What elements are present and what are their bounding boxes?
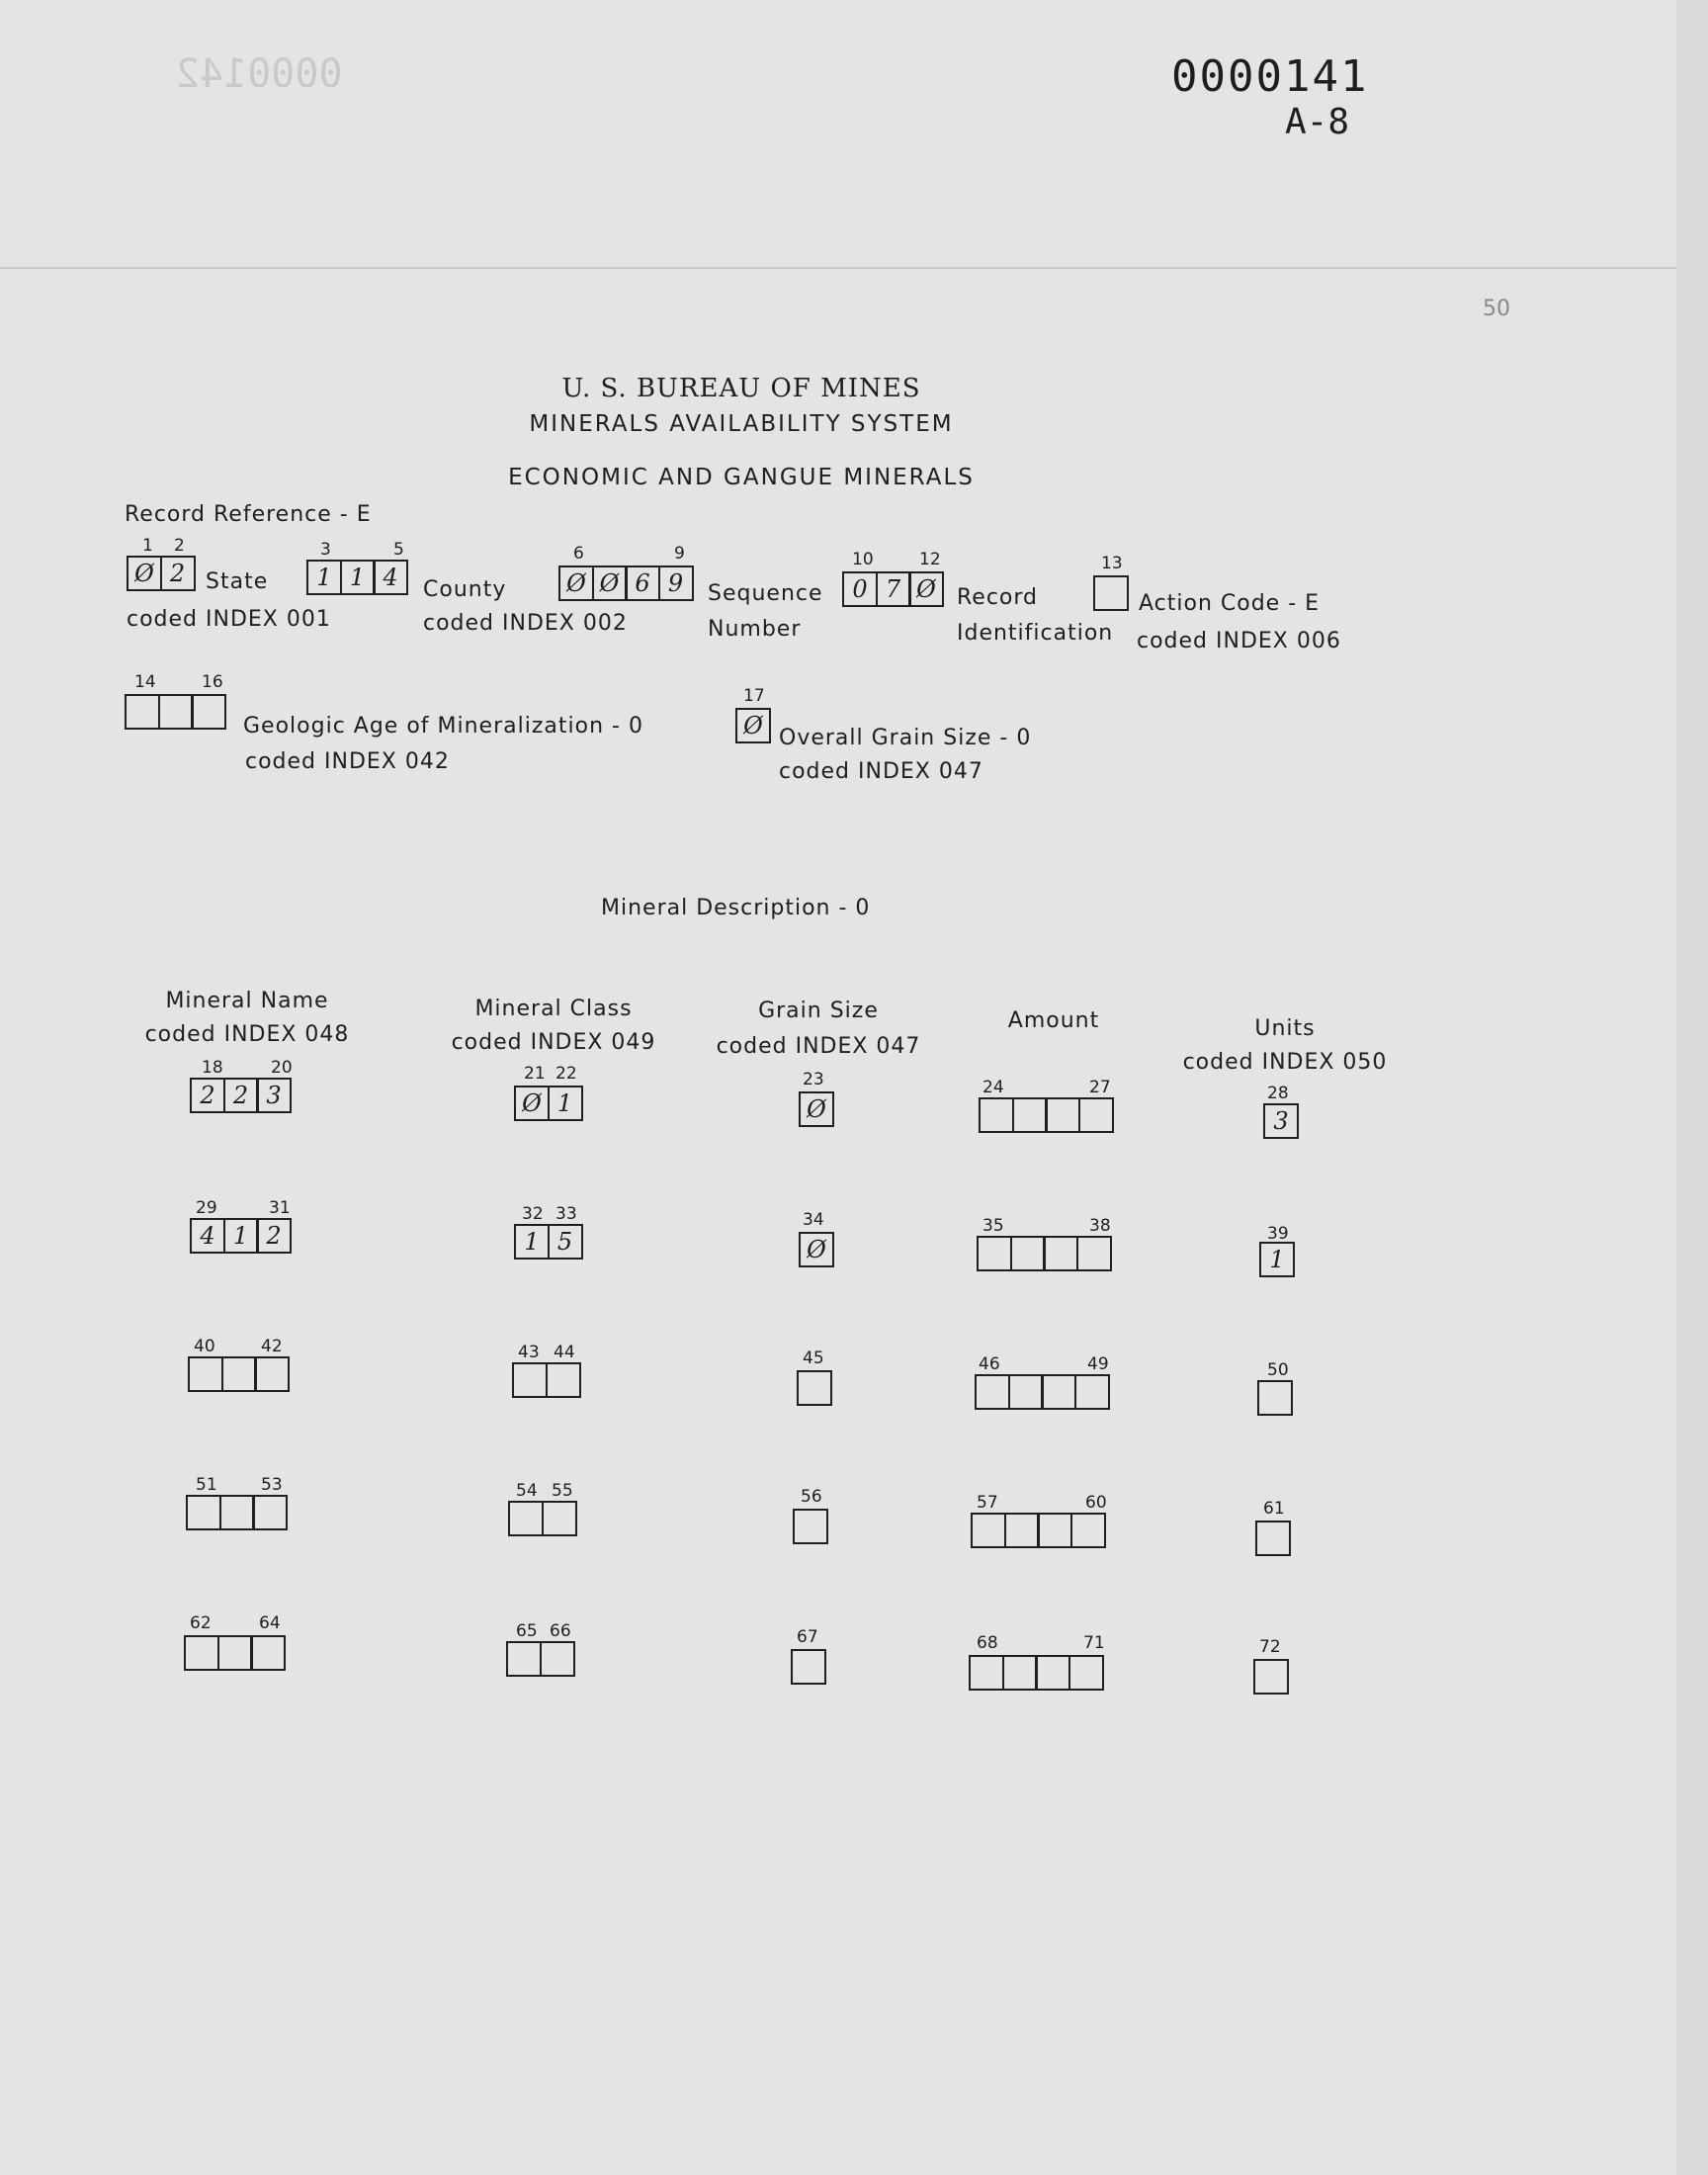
grain-size-coded: coded INDEX 047: [779, 759, 983, 784]
col-num: 38: [1089, 1216, 1111, 1236]
col-num: 12: [919, 550, 941, 569]
grain-size-row-box[interactable]: [797, 1370, 832, 1406]
mineral-name-box[interactable]: [188, 1356, 223, 1392]
col-num: 62: [190, 1613, 212, 1633]
col-num: 65: [516, 1621, 538, 1641]
mineral-class-box[interactable]: [512, 1362, 548, 1398]
col-header-grain-coded: coded INDEX 047: [716, 1034, 921, 1059]
mineral-name-box[interactable]: [254, 1356, 290, 1392]
col-num: 68: [977, 1633, 998, 1653]
col-num: 51: [196, 1475, 217, 1495]
col-num: 67: [797, 1627, 818, 1647]
col-num: 23: [803, 1070, 824, 1089]
col-num: 2: [174, 536, 185, 556]
county-coded: coded INDEX 002: [423, 611, 628, 636]
units-box[interactable]: [1253, 1659, 1289, 1695]
col-num: 28: [1267, 1084, 1289, 1103]
grain-size-row-boxes: [791, 1649, 826, 1685]
amount-box[interactable]: [977, 1236, 1012, 1271]
col-num: 13: [1101, 554, 1123, 573]
mineral-name-boxes: [184, 1635, 286, 1671]
mineral-class-box[interactable]: 1: [514, 1224, 550, 1260]
title-line3: ECONOMIC AND GANGUE MINERALS: [508, 465, 975, 490]
col-num: 45: [803, 1348, 824, 1368]
record-id-box[interactable]: 7: [876, 571, 911, 607]
mineral-class-boxes: [508, 1501, 577, 1536]
col-num: 14: [134, 672, 156, 692]
units-boxes: [1257, 1380, 1293, 1416]
grain-size-label: Overall Grain Size - 0: [779, 726, 1032, 750]
col-num: 9: [674, 544, 685, 564]
mineral-class-box[interactable]: 1: [548, 1086, 583, 1121]
record-id-box[interactable]: Ø: [908, 571, 944, 607]
amount-box[interactable]: [1008, 1374, 1044, 1410]
mineral-name-box[interactable]: 2: [223, 1078, 259, 1113]
record-id-label: Record: [957, 585, 1039, 610]
col-header-grain: Grain Size: [758, 999, 879, 1023]
state-box[interactable]: Ø: [127, 556, 162, 591]
col-num: 50: [1267, 1360, 1289, 1380]
state-label: State: [206, 569, 269, 594]
record-reference: Record Reference - E: [125, 502, 372, 527]
amount-box[interactable]: [969, 1655, 1004, 1691]
mineral-class-box[interactable]: [542, 1501, 577, 1536]
title-line1: U. S. BUREAU OF MINES: [561, 374, 921, 403]
geologic-age-box[interactable]: [125, 694, 160, 730]
col-num: 39: [1267, 1224, 1289, 1244]
mineral-class-boxes: [514, 1086, 583, 1121]
mineral-class-box[interactable]: 5: [548, 1224, 583, 1260]
amount-box[interactable]: [1012, 1097, 1048, 1133]
county-box[interactable]: 1: [306, 560, 342, 595]
col-num: 40: [194, 1337, 215, 1356]
geologic-age-coded: coded INDEX 042: [245, 749, 450, 774]
fold-line: [0, 267, 1676, 269]
col-num: 16: [202, 672, 223, 692]
record-id-box[interactable]: 0: [842, 571, 878, 607]
amount-box[interactable]: [1041, 1374, 1076, 1410]
col-num: 32: [522, 1204, 544, 1224]
amount-box[interactable]: [1043, 1236, 1078, 1271]
col-num: 43: [518, 1343, 540, 1362]
sequence-label: Sequence: [708, 581, 823, 606]
mineral-name-boxes: [190, 1078, 292, 1113]
geologic-age-box[interactable]: [158, 694, 194, 730]
mineral-name-box[interactable]: [250, 1635, 286, 1671]
units-boxes: [1253, 1659, 1289, 1695]
mineral-name-boxes: [190, 1218, 292, 1254]
col-num: 18: [202, 1058, 223, 1078]
record-id-boxes: [842, 571, 944, 607]
amount-boxes: [979, 1097, 1114, 1133]
action-code-boxes: [1093, 575, 1129, 611]
col-num: 3: [320, 540, 331, 560]
col-num: 5: [393, 540, 404, 560]
state-box[interactable]: 2: [160, 556, 196, 591]
sequence-boxes: [558, 566, 694, 601]
col-num: 57: [977, 1493, 998, 1513]
amount-box[interactable]: [1010, 1236, 1046, 1271]
col-header-name-coded: coded INDEX 048: [144, 1022, 350, 1047]
county-boxes: [306, 560, 408, 595]
mineral-name-box[interactable]: [184, 1635, 219, 1671]
units-boxes: [1263, 1103, 1299, 1139]
amount-boxes: [971, 1513, 1106, 1548]
col-num: 44: [554, 1343, 575, 1362]
mineral-class-boxes: [512, 1362, 581, 1398]
col-num: 46: [979, 1354, 1000, 1374]
action-code-label: Action Code - E: [1139, 591, 1321, 616]
units-boxes: [1259, 1242, 1295, 1277]
amount-boxes: [977, 1236, 1112, 1271]
state-coded: coded INDEX 001: [127, 607, 331, 632]
col-num: 21: [524, 1064, 546, 1084]
grain-size-row-box[interactable]: [791, 1649, 826, 1685]
col-num: 56: [801, 1487, 822, 1507]
col-num: 64: [259, 1613, 281, 1633]
mineral-name-box[interactable]: 3: [256, 1078, 292, 1113]
grain-size-row-boxes: [799, 1091, 834, 1127]
amount-boxes: [975, 1374, 1110, 1410]
mineral-name-box[interactable]: 1: [223, 1218, 259, 1254]
geologic-age-box[interactable]: [191, 694, 226, 730]
col-header-amount: Amount: [1007, 1008, 1100, 1033]
action-code-coded: coded INDEX 006: [1137, 629, 1341, 653]
mineral-name-box[interactable]: [186, 1495, 221, 1530]
mineral-class-box[interactable]: [546, 1362, 581, 1398]
col-num: 22: [555, 1064, 577, 1084]
sequence-box[interactable]: 9: [658, 566, 694, 601]
grain-size-box[interactable]: Ø: [735, 708, 771, 743]
mineral-name-box[interactable]: 4: [190, 1218, 225, 1254]
mineral-name-box[interactable]: 2: [190, 1078, 225, 1113]
col-num: 49: [1087, 1354, 1109, 1374]
col-num: 29: [196, 1198, 217, 1218]
units-box[interactable]: 3: [1263, 1103, 1299, 1139]
col-num: 42: [261, 1337, 283, 1356]
amount-box[interactable]: [979, 1097, 1014, 1133]
state-boxes: [127, 556, 196, 591]
page-note: 50: [1483, 297, 1510, 321]
mineral-class-box[interactable]: Ø: [514, 1086, 550, 1121]
col-num: 20: [271, 1058, 293, 1078]
units-box[interactable]: [1257, 1380, 1293, 1416]
amount-box[interactable]: [1070, 1513, 1106, 1548]
col-num: 66: [550, 1621, 571, 1641]
amount-box[interactable]: [1035, 1655, 1070, 1691]
mineral-name-box[interactable]: [219, 1495, 255, 1530]
col-num: 71: [1083, 1633, 1105, 1653]
action-code-box[interactable]: [1093, 575, 1129, 611]
amount-box[interactable]: [975, 1374, 1010, 1410]
grain-size-row-boxes: [797, 1370, 832, 1406]
amount-box[interactable]: [1078, 1097, 1114, 1133]
col-num: 31: [269, 1198, 291, 1218]
col-num: 53: [261, 1475, 283, 1495]
amount-box[interactable]: [1074, 1374, 1110, 1410]
sequence-box[interactable]: Ø: [558, 566, 594, 601]
mineral-name-box[interactable]: 2: [256, 1218, 292, 1254]
amount-box[interactable]: [1002, 1655, 1038, 1691]
col-header-class: Mineral Class: [474, 997, 633, 1021]
col-num: 61: [1263, 1499, 1285, 1519]
col-num: 34: [803, 1210, 824, 1230]
mineral-class-boxes: [514, 1224, 583, 1260]
grain-size-row-boxes: [799, 1232, 834, 1267]
col-num: 17: [743, 686, 765, 706]
col-num: 10: [852, 550, 874, 569]
amount-box[interactable]: [971, 1513, 1006, 1548]
col-num: 27: [1089, 1078, 1111, 1097]
col-num: 6: [573, 544, 584, 564]
col-num: 54: [516, 1481, 538, 1501]
ghost-number: 0000142: [176, 51, 343, 97]
amount-boxes: [969, 1655, 1104, 1691]
geologic-age-boxes: [125, 694, 226, 730]
amount-box[interactable]: [1004, 1513, 1040, 1548]
units-box[interactable]: [1255, 1521, 1291, 1556]
sequence-box[interactable]: 6: [625, 566, 660, 601]
col-header-class-coded: coded INDEX 049: [451, 1030, 656, 1055]
grain-size-boxes: [735, 708, 771, 743]
grain-size-row-box[interactable]: Ø: [799, 1091, 834, 1127]
county-box[interactable]: 1: [340, 560, 376, 595]
geologic-age-label: Geologic Age of Mineralization - 0: [243, 714, 643, 739]
mineral-class-box[interactable]: [506, 1641, 542, 1677]
sequence-label2: Number: [708, 617, 802, 642]
col-num: 24: [982, 1078, 1004, 1097]
document-number: 0000141: [1171, 51, 1369, 102]
col-num: 55: [552, 1481, 573, 1501]
units-box[interactable]: 1: [1259, 1242, 1295, 1277]
col-header-units: Units: [1254, 1016, 1316, 1041]
col-header-name: Mineral Name: [165, 989, 329, 1013]
sequence-box[interactable]: Ø: [592, 566, 628, 601]
record-id-label2: Identification: [957, 621, 1114, 646]
mineral-class-boxes: [506, 1641, 575, 1677]
title-line2: MINERALS AVAILABILITY SYSTEM: [529, 411, 954, 437]
mineral-name-box[interactable]: [217, 1635, 253, 1671]
amount-box[interactable]: [1076, 1236, 1112, 1271]
col-num: 35: [982, 1216, 1004, 1236]
mineral-description-heading: Mineral Description - 0: [601, 896, 871, 920]
mineral-name-box[interactable]: [221, 1356, 257, 1392]
grain-size-row-box[interactable]: Ø: [799, 1232, 834, 1267]
county-box[interactable]: 4: [373, 560, 408, 595]
mineral-class-box[interactable]: [508, 1501, 544, 1536]
mineral-name-boxes: [188, 1356, 290, 1392]
mineral-name-boxes: [186, 1495, 288, 1530]
grain-size-row-box[interactable]: [793, 1509, 828, 1544]
sheet-id: A-8: [1285, 102, 1350, 142]
units-boxes: [1255, 1521, 1291, 1556]
col-num: 72: [1259, 1637, 1281, 1657]
col-num: 33: [555, 1204, 577, 1224]
mineral-name-box[interactable]: [252, 1495, 288, 1530]
amount-box[interactable]: [1068, 1655, 1104, 1691]
amount-box[interactable]: [1045, 1097, 1080, 1133]
mineral-class-box[interactable]: [540, 1641, 575, 1677]
col-header-units-coded: coded INDEX 050: [1182, 1050, 1388, 1075]
county-label: County: [423, 577, 507, 602]
amount-box[interactable]: [1037, 1513, 1072, 1548]
grain-size-row-boxes: [793, 1509, 828, 1544]
col-num: 1: [142, 536, 153, 556]
col-num: 60: [1085, 1493, 1107, 1513]
